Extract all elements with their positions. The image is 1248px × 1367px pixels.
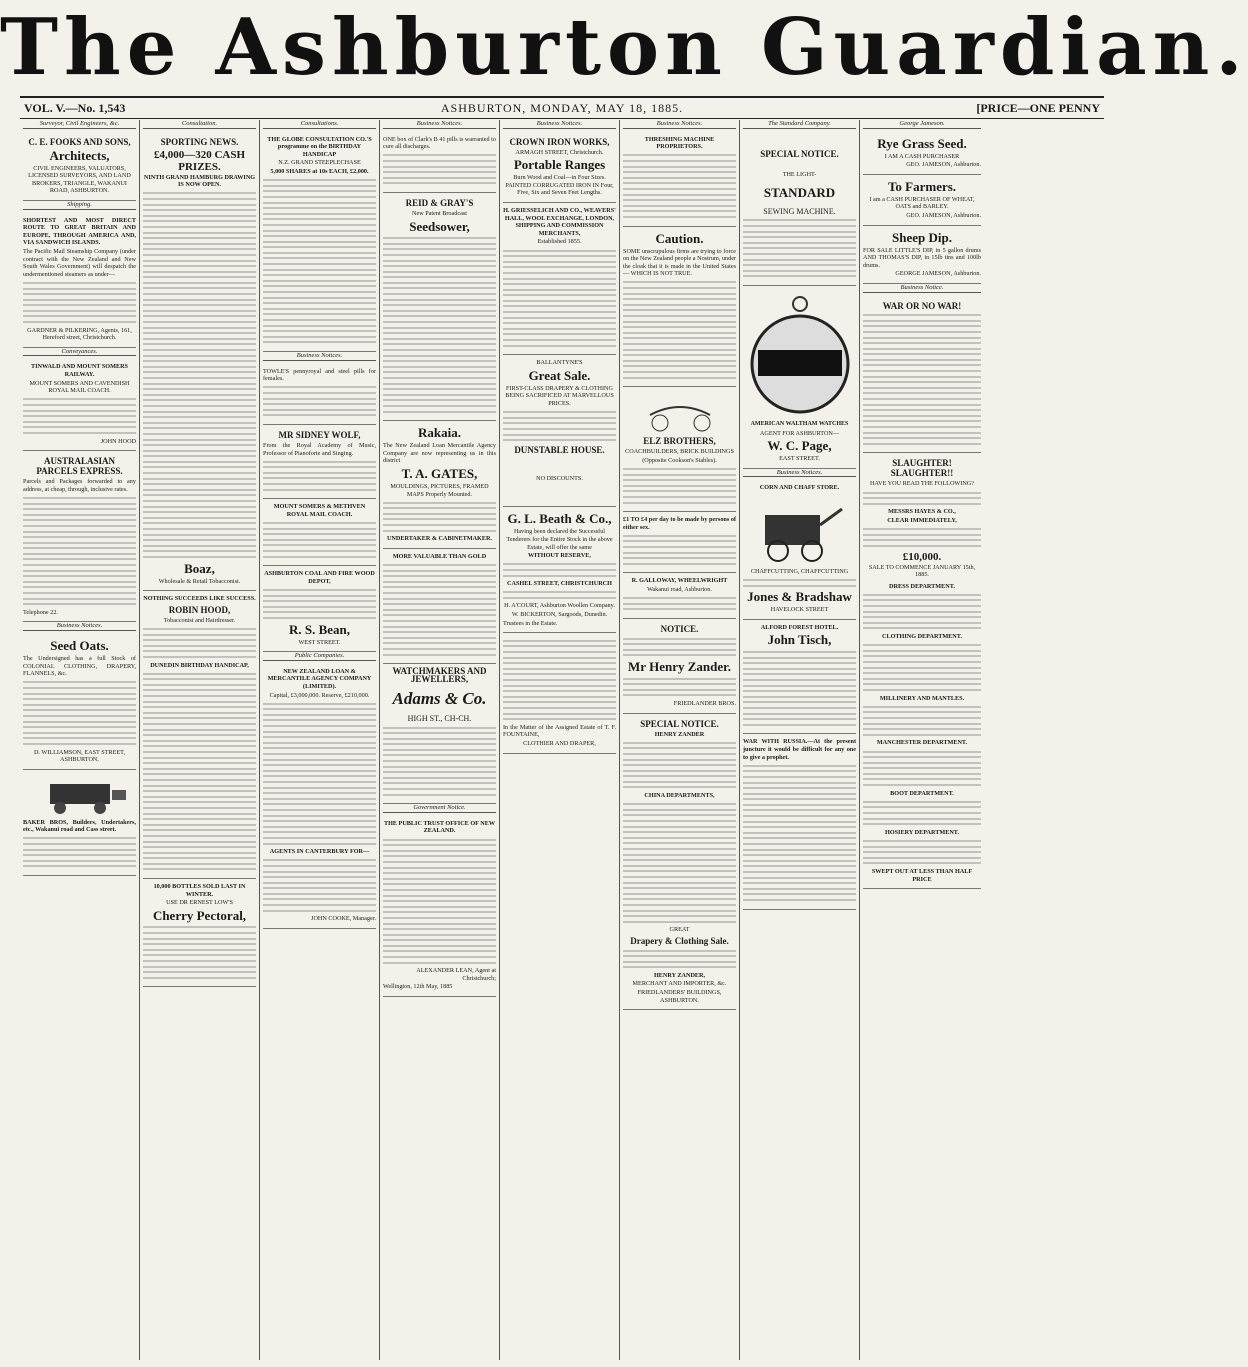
ad-war-notice (863, 296, 981, 454)
ad-clear: CLEAR IMMEDIATELY, (887, 516, 957, 524)
ad-body: MOULDINGS, PICTURES, FRAMED MAPS Properly Mounted. (390, 482, 489, 498)
ad-title: MR SIDNEY WOLF, (278, 429, 361, 440)
ad-amount: £4,000—320 CASH PRIZES. (153, 148, 246, 173)
text-lines (143, 628, 256, 658)
section-header: Business Notices. (23, 622, 136, 631)
ad-body: (Opposite Cookson's Stables). (642, 456, 717, 464)
ad-wolf (263, 425, 376, 499)
ad-slaughter (863, 453, 981, 889)
ad-product: Seedsower, (409, 218, 470, 234)
ad-body: I AM A CASH PURCHASER (884, 152, 960, 160)
ad-beath (503, 507, 616, 633)
ad-title: NOTICE. (660, 624, 699, 634)
ad-title: Rakaia. (418, 425, 461, 441)
text-lines (383, 154, 496, 184)
ad-title: SPECIAL NOTICE. (760, 148, 839, 159)
text-lines (263, 179, 376, 343)
ad-subtitle: USE DR ERNEST LOW'S (166, 899, 233, 907)
text-lines (143, 192, 256, 558)
ad-title: ROBIN HOOD, (168, 604, 231, 615)
ad-public-trust (383, 816, 496, 997)
volume-number: VOL. V.—No. 1,543 (24, 101, 126, 115)
ad-name: T. A. GATES, (401, 465, 478, 481)
ad-title: H. GRIESSELICH AND CO., WEAVERS' HALL, WOOL EXCHANGE, LONDON, SHIPPING AND COMMISSION MERCHANTS, (503, 206, 616, 237)
column-header: Consultation. (143, 120, 256, 129)
ad-title: BALLANTYNE'S (536, 359, 583, 367)
text-lines (623, 154, 736, 218)
text-lines (623, 950, 736, 969)
text-lines (743, 765, 856, 901)
ad-signoff: JOHN COOKE, Manager. (311, 915, 376, 923)
ad-body: Burn Wood and Coal—in Four Sizes. PAINTED CORRUGATED IRON IN Four, Five, Six and Seven Feet Lengths. (505, 174, 614, 197)
text-lines (863, 751, 981, 787)
column-header: Business Notices. (503, 120, 616, 129)
text-lines (623, 638, 736, 657)
ad-waltham (743, 286, 856, 469)
ad-name: Boaz, (184, 560, 215, 576)
carriage-engraving-icon (630, 393, 730, 433)
columns (20, 120, 1104, 1360)
ad-clark (383, 132, 496, 193)
text-lines (143, 673, 256, 871)
ad-footer: UNDERTAKER & CABINETMAKER. (386, 535, 493, 543)
department-heading: MANCHESTER DEPARTMENT. (876, 739, 968, 747)
dateline (20, 96, 1104, 119)
ad-name: Jones & Bradshaw (747, 589, 852, 605)
column-header: The Standard Company. (743, 120, 856, 129)
column-8 (860, 120, 984, 1360)
ad-title: CORN AND CHAFF STORE. (759, 484, 840, 492)
ad-body: CHAFFCUTTING, CHAFFCUTTING (750, 567, 849, 575)
column-1 (20, 120, 140, 1360)
ad-ballantyne (503, 355, 616, 507)
ad-title: CROWN IRON WORKS, (509, 136, 610, 147)
ad-title: WAR OR NO WAR! (882, 300, 962, 311)
ad-signoff: JOHN HOOD (100, 437, 136, 445)
text-lines (263, 703, 376, 845)
column-6 (620, 120, 740, 1360)
ad-threshing (623, 132, 736, 227)
ad-body: FOR SALE LITTLE'S DIP, in 5 gallon drums AND THOMAS'S DIP, in 15lb tins and 100lb drums. (863, 246, 981, 269)
text-lines (383, 564, 496, 656)
ad-body: The Undersigned has a full Stock of COLONIAL CLOTHING, DRAPERY, FLANNELS, &c. (23, 655, 136, 678)
ad-shares: 5,000 SHARES at 10s EACH, £2,000. (270, 167, 369, 175)
ad-crown (503, 132, 616, 203)
ad-title: BAKER BROS, Builders, Undertakers, etc., Wakanui road and Cass street. (23, 818, 136, 834)
text-lines (743, 651, 856, 726)
column-header: George Jameson. (863, 120, 981, 129)
ad-place: CASHEL STREET, CHRISTCHURCH (507, 580, 612, 588)
ad-agents: AGENTS IN CANTERBURY FOR— (269, 848, 370, 856)
ad-mount-somers (263, 499, 376, 566)
ad-address: FRIEDLANDERS' BUILDINGS, ASHBURTON. (637, 989, 722, 1004)
ad-name: R. S. Bean, (288, 621, 351, 637)
ad-title: ALFORD FOREST HOTEL. (760, 623, 839, 631)
column-4 (380, 120, 500, 1360)
ad-agent: GARDNER & PILKERING, Agents, 161, Hereford street, Christchurch. (27, 326, 132, 342)
section-header: Business Notices. (743, 469, 856, 478)
ad-subtitle: Great Sale. (528, 367, 591, 383)
ad-sheep (863, 226, 981, 284)
text-lines (503, 591, 616, 599)
ad-signoff: GEORGE JAMESON, Ashburton. (895, 270, 981, 278)
ad-signoff: HENRY ZANDER, (653, 971, 706, 979)
ad-name: Mr Henry Zander. (628, 658, 731, 674)
text-lines (863, 528, 981, 547)
ad-capital: Capital, £3,000,000. Reserve, £210,000. (269, 691, 370, 699)
ad-farmers (863, 175, 981, 226)
ad-title: REID & GRAY'S (405, 197, 474, 208)
ad-title: WAR WITH RUSSIA.—At the present juncture it would be difficult for any one to give a prophet. (743, 738, 856, 761)
ad-globe (263, 132, 376, 352)
ad-subtitle: Architects, (49, 147, 110, 163)
section-header: Government Notice. (383, 804, 496, 813)
ad-pay (623, 512, 736, 573)
ad-title: R. GALLOWAY, WHEELWRIGHT (631, 577, 728, 585)
column-header: Business Notices. (383, 120, 496, 129)
text-lines (623, 281, 736, 378)
ad-title: TOWLE'S pennyroyal and steel pills for females. (263, 367, 376, 383)
ad-subtitle: MOUNT SOMERS AND CAVENDISH ROYAL MAIL COACH. (29, 379, 130, 395)
department-heading: CLOTHING DEPARTMENT. (882, 633, 962, 641)
ad-title: AUSTRALASIAN PARCELS EXPRESS. (36, 456, 123, 477)
ad-bean (263, 566, 376, 652)
text-lines (503, 640, 616, 720)
text-lines (263, 522, 376, 558)
ad-signoff: D. WILLIAMSON, EAST STREET, ASHBURTON. (33, 748, 126, 764)
ad-title: In the Matter of the Assigned Estate of T. F. FOUNTAINE, (503, 723, 616, 739)
ad-footer: NO DISCOUNTS. (536, 474, 583, 482)
ad-corn (743, 480, 856, 620)
ad-title: Rye Grass Seed. (877, 135, 967, 151)
ad-title: Sheep Dip. (892, 229, 952, 245)
ad-address: WEST STREET. (298, 638, 341, 646)
ad-signoff: GEO. JAMESON, Ashburton. (906, 211, 981, 219)
ad-subtitle: N.Z. GRAND STEEPLECHASE (278, 159, 361, 167)
ad-title: ASHBURTON COAL AND FIRE WOOD DEPOT, (264, 570, 375, 585)
ad-agent: AGENT FOR ASHBURTON— (759, 429, 840, 437)
ad-amount: £10,000. (902, 550, 942, 563)
ad-footer: SWEPT OUT AT LESS THAN HALF PRICE (871, 867, 973, 883)
ad-parcels (23, 451, 136, 622)
ad-title: ELZ BROTHERS, (643, 436, 716, 447)
ad-badge: AMERICAN WALTHAM WATCHES (750, 420, 849, 427)
column-header: Consultations. (263, 120, 376, 129)
department-heading: MILLINERY AND MANTLES. (879, 694, 965, 702)
ad-towle (263, 364, 376, 425)
column-7 (740, 120, 860, 1360)
ad-title: C. E. FOOKS AND SONS, (28, 136, 131, 147)
ad-sale: SALE TO COMMENCE JANUARY 15th, 1885. (868, 563, 976, 579)
ad-signoff: ALEXANDER LEAN, Agent at Christchurch; (416, 967, 496, 982)
ad-body: SOME unscrupulous firms are trying to force on the New Zealand people a Nostrum, under the cloak that it is made in the United States— WHICH IS NOT TRUE. (623, 247, 736, 278)
ad-body: Parcels and Packages forwarded to any address, at cheap, through, inclusive rates. (23, 478, 136, 493)
ad-product: Cherry Pectoral, (152, 907, 247, 923)
ad-title: THE PUBLIC TRUST OFFICE OF NEW ZEALAND. (383, 819, 496, 835)
hearse-engraving-icon (30, 776, 130, 816)
ad-title: MOUNT SOMERS & METHVEN ROYAL MAIL COACH. (273, 503, 366, 518)
ad-body: Established 1855. (537, 238, 582, 246)
section-header: Business Notices. (263, 352, 376, 361)
ad-fooks (23, 132, 136, 201)
ad-date: Wellington, 12th May, 1885 (383, 983, 453, 991)
ad-store: DUNSTABLE HOUSE. (514, 444, 605, 455)
ad-headline: NOTHING SUCCEEDS LIKE SUCCESS. (143, 595, 256, 603)
ad-title: WATCHMAKERS AND JEWELLERS, (392, 666, 487, 684)
ad-adams (383, 664, 496, 804)
ad-trustee: W. BICKERTON, Sargoods, Dunedin. (511, 611, 608, 619)
ad-trustees: Trustees in the Estate. (503, 619, 558, 627)
text-lines (383, 839, 496, 964)
ad-body: CLOTHIER AND DRAPER, (523, 739, 596, 747)
ad-fountaine (503, 633, 616, 753)
text-lines (23, 398, 136, 434)
ad-body: CIVIL ENGINEERS, VALUATORS, LICENSED SURVEYORS, AND LAND BROKERS, TRIANGLE, WAKANUI ROAD, ASHBURTON. (28, 164, 131, 195)
ad-sporting (143, 132, 256, 592)
ad-body: Having been declared the Successful Tenderers for the Entire Stock in the above Estate, will offer the same (506, 528, 613, 551)
ad-title: THRESHING MACHINE PROPRIETORS. (644, 135, 715, 151)
ad-body: The New Zealand Loan Mercantile Agency Company are now representing us in this district (383, 442, 496, 465)
column-header: Surveyor, Civil Engineers, &c. (23, 120, 136, 129)
masthead (0, 0, 1248, 96)
issue-date: ASHBURTON, MONDAY, MAY 18, 1885. (440, 101, 684, 115)
ad-title: £1 TO £4 per day to be made by persons of either sex. (623, 516, 736, 531)
text-lines (263, 859, 376, 911)
ad-brand: STANDARD (763, 185, 836, 201)
text-lines (863, 492, 981, 505)
ad-name: John Tisch, (767, 632, 832, 648)
ad-notice (623, 619, 736, 714)
ad-name: Adams & Co. (392, 689, 487, 709)
department-heading: DRESS DEPARTMENT. (889, 582, 955, 590)
ad-title: ONE box of Clark's B 41 pills is warranted to cure all discharges. (383, 135, 496, 151)
chaffcutter-engraving-icon (750, 495, 850, 565)
text-lines (743, 219, 856, 277)
ad-telephone: Telephone 22. (23, 608, 58, 616)
text-lines (503, 411, 616, 441)
ad-address: EAST STREET. (779, 455, 820, 463)
text-lines (23, 282, 136, 323)
newspaper-title: The Ashburton Guardian. (0, 2, 1248, 93)
ad-special (623, 714, 736, 1011)
ad-firm: MESSRS HAYES & CO., (888, 508, 956, 516)
ad-galloway (623, 573, 736, 619)
text-lines (263, 461, 376, 491)
ad-body: The Pacific Mail Steamship Company (under contract with the New Zealand and New South Wales Government) will despatch the undermentioned steamers as under— (23, 247, 136, 278)
ad-product: SEWING MACHINE. (763, 207, 836, 217)
text-lines (863, 706, 981, 736)
ad-nz-loan (263, 664, 376, 929)
text-lines (23, 497, 136, 605)
text-lines (623, 803, 736, 922)
ad-subtitle: DUNEDIN BIRTHDAY HANDICAP, (150, 661, 249, 669)
ad-subtitle: NINTH GRAND HAMBURG DRAWING IS NOW OPEN. (143, 173, 256, 189)
ad-standard (743, 132, 856, 286)
ad-title: SHORTEST AND MOST DIRECT ROUTE TO GREAT BRITAIN AND EUROPE, THROUGH AMERICA AND, VIA SANDWICH ISLANDS. (23, 216, 136, 247)
ad-title: Caution. (655, 230, 704, 246)
department-heading: BOOT DEPARTMENT. (890, 789, 954, 797)
ad-title: THE GLOBE CONSULTATION CO.'S programme on the BIRTHDAY HANDICAP (267, 135, 372, 158)
text-lines (383, 237, 496, 412)
text-lines (23, 837, 136, 867)
text-lines (863, 594, 981, 630)
text-lines (623, 678, 736, 697)
ad-robin-hood (143, 591, 256, 879)
ad-subtitle: New Patent Broadcast (412, 209, 467, 217)
ad-alford (743, 620, 856, 735)
ad-rakaia (383, 421, 496, 549)
ad-seed-oats (23, 634, 136, 770)
ad-baker (23, 770, 136, 876)
text-lines (263, 386, 376, 416)
text-lines (143, 926, 256, 978)
ad-name: W. C. Page, (767, 438, 832, 454)
ad-griesseler (503, 203, 616, 355)
text-lines (503, 563, 616, 576)
ad-body: I am a CASH PURCHASER OF WHEAT, OATS and BARLEY. (869, 195, 975, 211)
ad-signoff: FRIEDLANDER BROS. (673, 699, 736, 707)
ad-subtitle: CHINA DEPARTMENTS, (644, 792, 715, 800)
text-lines (503, 250, 616, 347)
department-heading: HOSIERY DEPARTMENT. (884, 828, 960, 836)
ad-title: TINWALD AND MOUNT SOMERS RAILWAY. (30, 363, 128, 379)
ad-product: Portable Ranges (513, 157, 606, 173)
text-lines (863, 801, 981, 825)
ad-war (743, 734, 856, 909)
ad-name: HENRY ZANDER (654, 730, 705, 738)
ad-shipping (23, 213, 136, 348)
ad-body: From the Royal Academy of Music, Professor of Pianoforte and Singing. (263, 441, 376, 457)
ad-title: 10,000 BOTTLES SOLD LAST IN WINTER. (153, 883, 246, 898)
text-lines (623, 742, 736, 789)
text-lines (863, 644, 981, 691)
column-2 (140, 120, 260, 1360)
ad-caution (623, 227, 736, 388)
ad-subtitle: Drapery & Clothing Sale. (630, 935, 729, 946)
text-lines (623, 468, 736, 504)
text-lines (863, 314, 981, 445)
column-3 (260, 120, 380, 1360)
ad-title: G. L. Beath & Co., (507, 511, 612, 527)
ad-body: FIRST-CLASS DRAPERY & CLOTHING BEING SACRIFICED AT MARVELLOUS PRICES. (505, 384, 614, 407)
ad-light: THE LIGHT- (782, 170, 817, 178)
ad-gold (383, 549, 496, 664)
section-header: Conveyances. (23, 348, 136, 357)
text-lines (263, 589, 376, 619)
pocket-watch-icon (750, 292, 850, 422)
ad-elz (623, 387, 736, 512)
ad-body: MERCHANT AND IMPORTER, &c. (632, 980, 727, 988)
section-header: Public Companies. (263, 652, 376, 661)
text-lines (23, 681, 136, 745)
column-5 (500, 120, 620, 1360)
ad-title: SPORTING NEWS. (160, 136, 239, 147)
text-lines (623, 597, 736, 610)
ad-title: SLAUGHTER! SLAUGHTER!! (890, 458, 954, 479)
ad-title: To Farmers. (887, 178, 957, 194)
ad-title: MORE VALUABLE THAN GOLD (392, 552, 487, 560)
ad-great: GREAT (669, 926, 690, 934)
ad-reid-gray (383, 193, 496, 421)
section-header: Business Notice. (863, 284, 981, 293)
ad-trustee: H. A'COURT, Ashburton Woollen Company. (504, 602, 615, 610)
ad-title: Seed Oats. (50, 638, 109, 653)
text-lines (383, 502, 496, 532)
text-lines (863, 840, 981, 864)
text-lines (743, 579, 856, 587)
text-lines (383, 727, 496, 796)
ad-title: NEW ZEALAND LOAN & MERCANTILE AGENCY COMPANY (LIMITED). (267, 667, 372, 690)
ad-rye (863, 132, 981, 175)
ad-title: SPECIAL NOTICE. (640, 718, 719, 729)
ad-subtitle: COACHBUILDERS, BRICK BUILDINGS (625, 448, 734, 456)
text-lines (623, 535, 736, 565)
ad-tinwald (23, 359, 136, 451)
ad-reserve: WITHOUT RESERVE, (528, 552, 591, 560)
section-header: Shipping. (23, 201, 136, 210)
ad-body: Wakanui road, Ashburton. (647, 586, 712, 594)
ad-body: Tobacconist and Hairdresser. (163, 616, 236, 624)
ad-subtitle: ARMAGH STREET, Christchurch. (515, 148, 604, 156)
ad-subtitle: HAVE YOU READ THE FOLLOWING? (869, 480, 975, 488)
ad-cherry-pectoral (143, 879, 256, 987)
column-header: Business Notices. (623, 120, 736, 129)
ad-subtitle: Wholesale & Retail Tobacconist. (158, 577, 241, 585)
price: [PRICE—ONE PENNY (976, 101, 1100, 115)
ad-signoff: GEO. JAMESON, Ashburton. (906, 161, 981, 169)
ad-address: HAVELOCK STREET (770, 606, 829, 614)
ad-address: HIGH ST., CH-CH. (407, 714, 472, 724)
